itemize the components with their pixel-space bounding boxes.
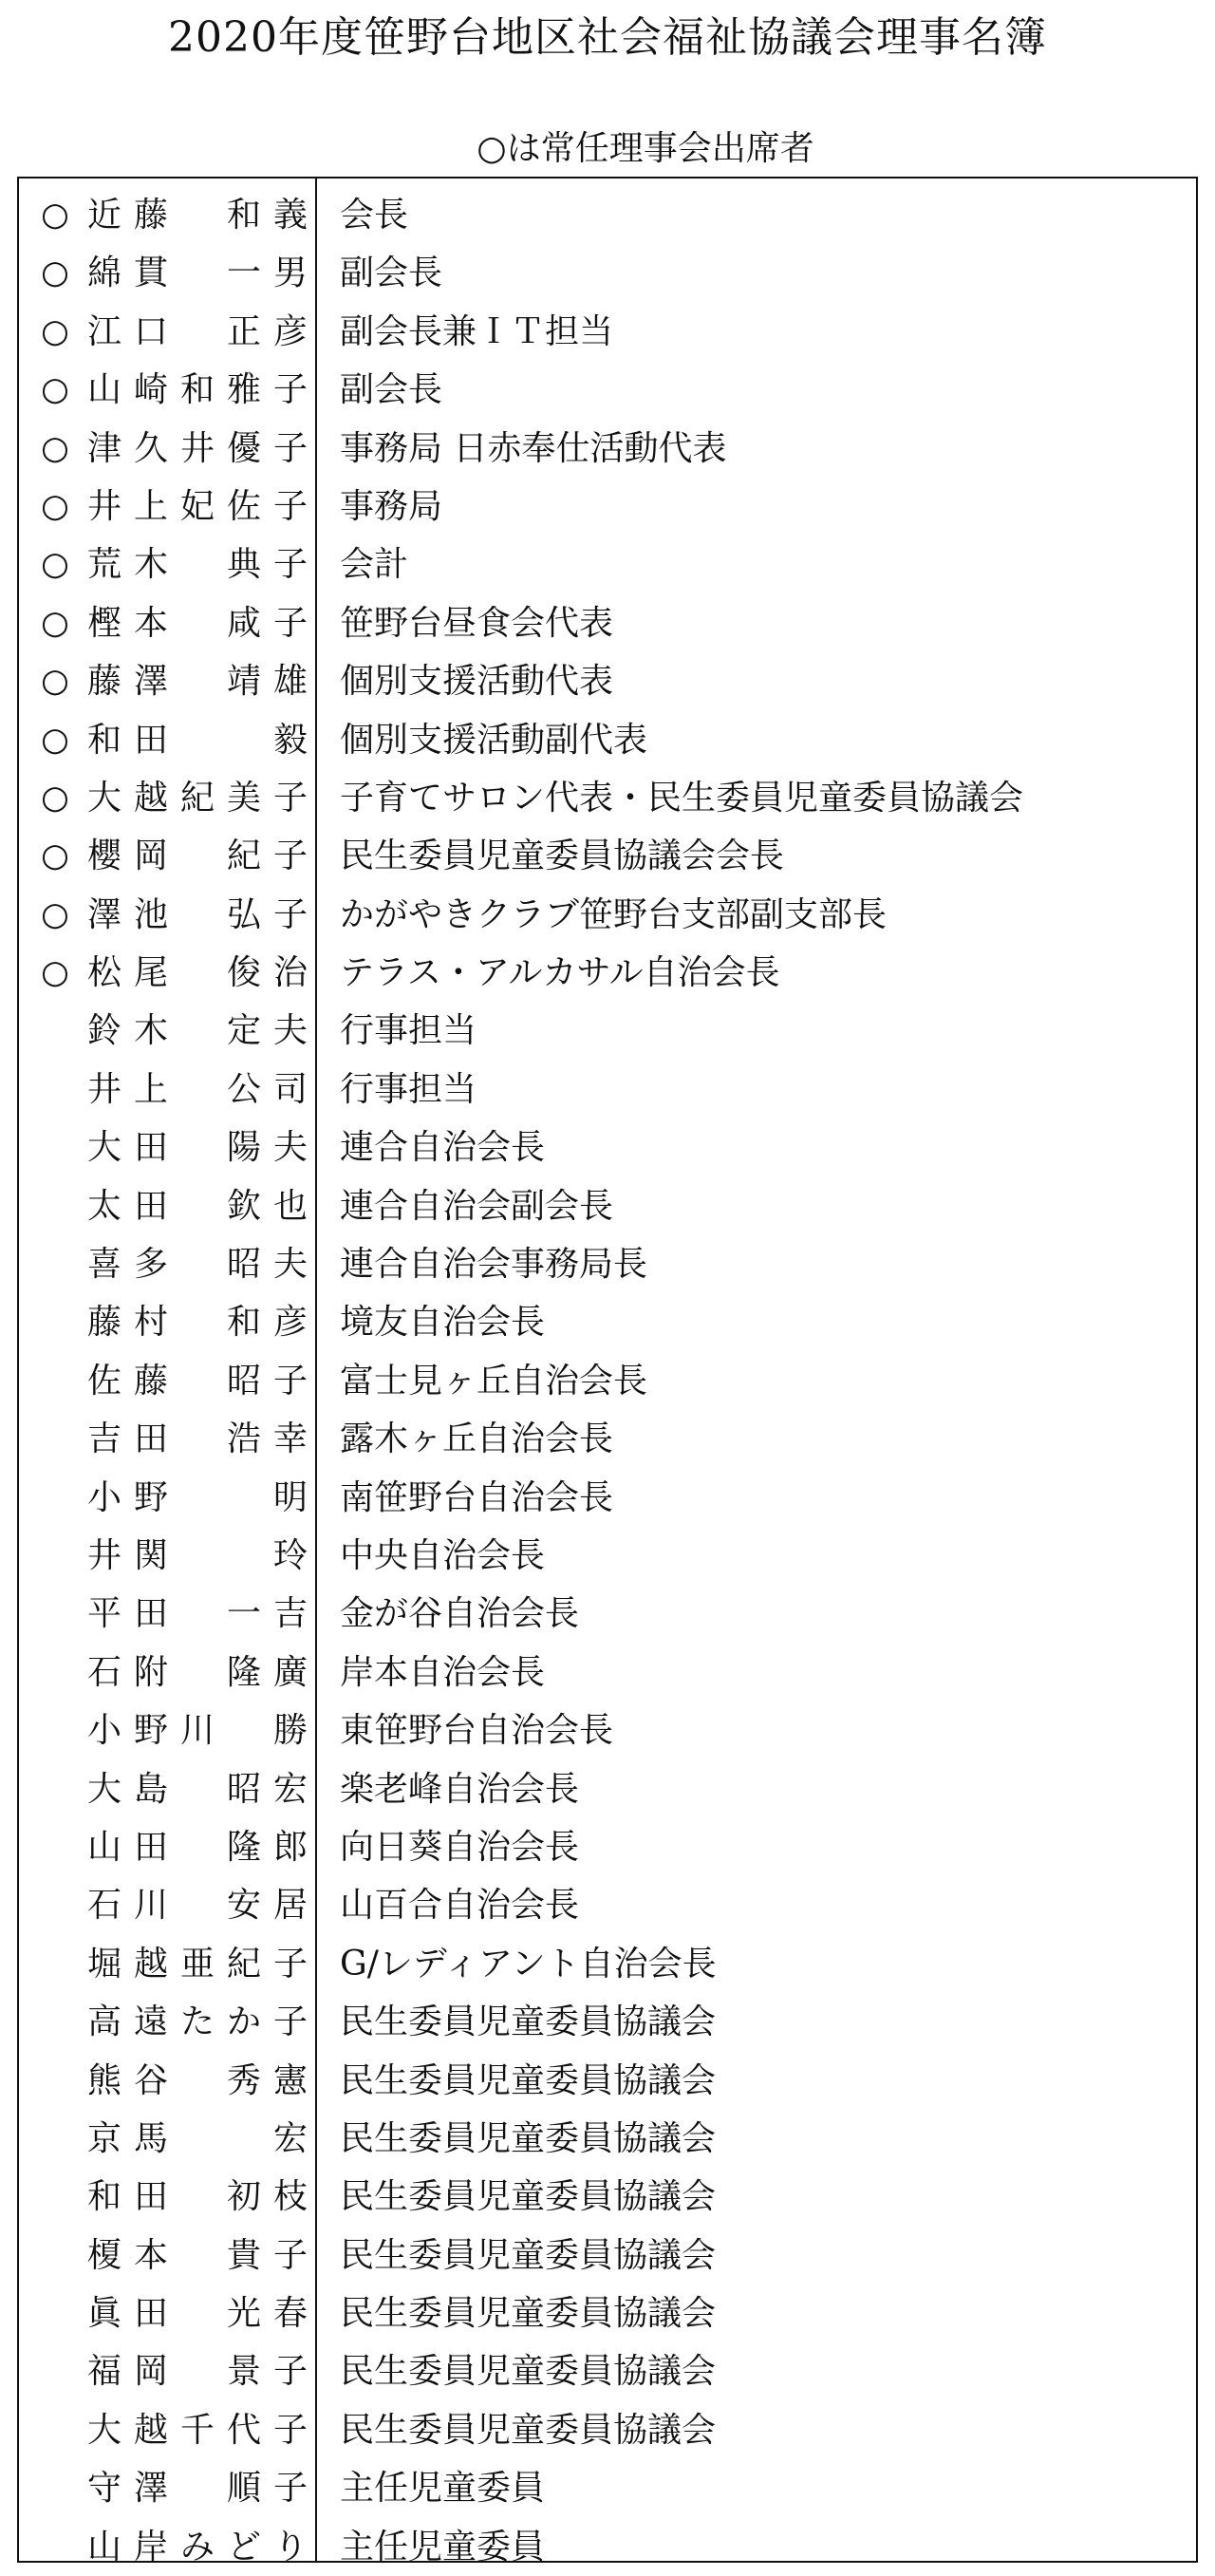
member-role: 行事担当 xyxy=(340,1011,477,1051)
member-name: 鈴木 定夫 xyxy=(87,1011,308,1051)
member-role: 東笹野台自治会長 xyxy=(340,1711,614,1751)
member-name: 平田 一吉 xyxy=(87,1594,308,1634)
member-role: かがやきクラブ笹野台支部副支部長 xyxy=(340,894,888,934)
table-row xyxy=(19,1585,1196,1643)
member-role: 境友自治会長 xyxy=(340,1303,546,1343)
member-name: 石附 隆廣 xyxy=(87,1652,308,1692)
table-row xyxy=(19,2401,1196,2459)
member-role: 岸本自治会長 xyxy=(340,1652,546,1692)
member-name: 熊谷 秀憲 xyxy=(87,2060,308,2100)
attendance-mark: ○ xyxy=(41,545,69,584)
attendance-mark: ○ xyxy=(41,311,69,350)
attendance-mark: ○ xyxy=(41,486,69,525)
member-role: 笹野台昼食会代表 xyxy=(340,603,614,643)
member-name: 喜多 昭夫 xyxy=(87,1245,308,1285)
member-role: 副会長 xyxy=(340,254,443,293)
member-name: 山岸みどり xyxy=(87,2527,308,2567)
table-row xyxy=(19,2168,1196,2226)
attendance-mark: ○ xyxy=(41,370,69,409)
table-row xyxy=(19,2052,1196,2110)
table-row xyxy=(19,2285,1196,2342)
table-row xyxy=(19,944,1196,1002)
legend-note: ○は常任理事会出席者 xyxy=(477,129,814,168)
member-role: 富士見ヶ丘自治会長 xyxy=(340,1361,648,1401)
member-table xyxy=(17,177,1198,2567)
member-role: 民生委員児童委員協議会 xyxy=(340,2352,717,2392)
table-row xyxy=(19,1469,1196,1527)
attendance-mark: ○ xyxy=(41,894,69,933)
member-role: 事務局 xyxy=(340,486,443,526)
table-row xyxy=(19,2518,1196,2576)
member-name: 石川 安居 xyxy=(87,1886,308,1926)
member-role: 個別支援活動副代表 xyxy=(340,720,648,760)
member-name: 江口 正彦 xyxy=(87,311,308,351)
member-role: 民生委員児童委員協議会 xyxy=(340,2003,717,2042)
member-name: 澤池 弘子 xyxy=(87,894,308,934)
member-name: 榎本 貴子 xyxy=(87,2235,308,2275)
member-name: 荒木 典子 xyxy=(87,545,308,585)
member-name: 大越千代子 xyxy=(87,2410,308,2450)
table-row xyxy=(19,536,1196,593)
member-name: 藤村 和彦 xyxy=(87,1303,308,1343)
table-row xyxy=(19,2459,1196,2517)
table-row xyxy=(19,361,1196,419)
member-role: 民生委員児童委員協議会 xyxy=(340,2410,717,2450)
table-row xyxy=(19,1527,1196,1585)
member-role: G/レディアント自治会長 xyxy=(340,1944,717,1984)
member-name: 大島 昭宏 xyxy=(87,1769,308,1809)
member-role: 民生委員児童委員協議会 xyxy=(340,2118,717,2158)
member-role: 連合自治会副会長 xyxy=(340,1186,614,1226)
member-role: 中央自治会長 xyxy=(340,1535,546,1575)
table-row xyxy=(19,1993,1196,2051)
table-row xyxy=(19,1235,1196,1293)
table-row xyxy=(19,827,1196,885)
table-row xyxy=(19,1119,1196,1176)
member-name: 櫻岡 紀子 xyxy=(87,837,308,876)
member-role: 会長 xyxy=(340,196,409,235)
member-name: 小野川 勝 xyxy=(87,1711,308,1751)
table-row xyxy=(19,1760,1196,1818)
table-row xyxy=(19,594,1196,652)
table-row xyxy=(19,1644,1196,1702)
member-role: 露木ヶ丘自治会長 xyxy=(340,1420,614,1459)
member-rows xyxy=(19,186,1196,2576)
member-name: 福岡 景子 xyxy=(87,2352,308,2392)
attendance-mark: ○ xyxy=(41,662,69,701)
table-row xyxy=(19,711,1196,769)
member-name: 眞田 光春 xyxy=(87,2294,308,2334)
member-role: 金が谷自治会長 xyxy=(340,1594,580,1634)
member-name: 大田 陽夫 xyxy=(87,1128,308,1168)
attendance-mark: ○ xyxy=(41,953,69,992)
attendance-mark: ○ xyxy=(41,603,69,642)
member-role: 会計 xyxy=(340,545,409,585)
member-role: 主任児童委員 xyxy=(340,2527,546,2567)
member-role: テラス・アルカサル自治会長 xyxy=(340,953,780,993)
table-row xyxy=(19,478,1196,536)
table-row xyxy=(19,1177,1196,1235)
member-name: 太田 欽也 xyxy=(87,1186,308,1226)
table-row xyxy=(19,420,1196,478)
member-role: 山百合自治会長 xyxy=(340,1886,580,1926)
member-role: 事務局 日赤奉仕活動代表 xyxy=(340,428,727,468)
member-name: 小野 明 xyxy=(87,1477,308,1517)
member-role: 行事担当 xyxy=(340,1069,477,1109)
table-row xyxy=(19,1061,1196,1119)
member-role: 民生委員児童委員協議会 xyxy=(340,2177,717,2217)
table-row xyxy=(19,2342,1196,2400)
table-row xyxy=(19,886,1196,944)
member-name: 京馬 宏 xyxy=(87,2118,308,2158)
member-name: 高遠たか子 xyxy=(87,2003,308,2042)
member-name: 津久井優子 xyxy=(87,428,308,468)
table-row xyxy=(19,303,1196,361)
member-name: 近藤 和義 xyxy=(87,196,308,235)
member-name: 井上 公司 xyxy=(87,1069,308,1109)
member-role: 民生委員児童委員協議会 xyxy=(340,2235,717,2275)
attendance-mark: ○ xyxy=(41,196,69,234)
member-role: 楽老峰自治会長 xyxy=(340,1769,580,1809)
attendance-mark: ○ xyxy=(41,778,69,817)
member-role: 個別支援活動代表 xyxy=(340,662,614,702)
member-role: 連合自治会事務局長 xyxy=(340,1245,648,1285)
table-row xyxy=(19,1410,1196,1468)
member-name: 藤澤 靖雄 xyxy=(87,662,308,702)
member-role: 主任児童委員 xyxy=(340,2469,546,2509)
member-name: 綿貫 一男 xyxy=(87,254,308,293)
member-name: 和田 毅 xyxy=(87,720,308,760)
table-row xyxy=(19,1002,1196,1060)
member-name: 樫本 咸子 xyxy=(87,603,308,643)
member-name: 佐藤 昭子 xyxy=(87,1361,308,1401)
member-name: 松尾 俊治 xyxy=(87,953,308,993)
table-row xyxy=(19,652,1196,710)
attendance-mark: ○ xyxy=(41,428,69,467)
page-title: 2020年度笹野台地区社会福祉協議会理事名簿 xyxy=(168,13,1047,62)
member-name: 井関 玲 xyxy=(87,1535,308,1575)
table-row xyxy=(19,1818,1196,1876)
attendance-mark: ○ xyxy=(41,720,69,759)
table-row xyxy=(19,1935,1196,1993)
member-role: 副会長兼ＩＴ担当 xyxy=(340,311,614,351)
member-role: 民生委員児童委員協議会 xyxy=(340,2060,717,2100)
member-role: 子育てサロン代表・民生委員児童委員協議会 xyxy=(340,778,1024,818)
attendance-mark: ○ xyxy=(41,837,69,875)
table-row xyxy=(19,1293,1196,1351)
member-name: 守澤 順子 xyxy=(87,2469,308,2509)
table-row xyxy=(19,2227,1196,2285)
table-row xyxy=(19,1352,1196,1410)
member-role: 南笹野台自治会長 xyxy=(340,1477,614,1517)
table-row xyxy=(19,2110,1196,2168)
member-name: 井上妃佐子 xyxy=(87,486,308,526)
member-role: 向日葵自治会長 xyxy=(340,1827,580,1867)
member-role: 副会長 xyxy=(340,370,443,410)
member-role: 民生委員児童委員協議会会長 xyxy=(340,837,785,876)
table-row xyxy=(19,1876,1196,1934)
table-row xyxy=(19,1702,1196,1759)
table-row xyxy=(19,244,1196,302)
member-role: 連合自治会長 xyxy=(340,1128,546,1168)
member-name: 大越紀美子 xyxy=(87,778,308,818)
member-name: 山田 隆郎 xyxy=(87,1827,308,1867)
table-row xyxy=(19,186,1196,244)
member-name: 吉田 浩幸 xyxy=(87,1420,308,1459)
member-name: 堀越亜紀子 xyxy=(87,1944,308,1984)
member-name: 和田 初枝 xyxy=(87,2177,308,2217)
member-role: 民生委員児童委員協議会 xyxy=(340,2294,717,2334)
member-name: 山崎和雅子 xyxy=(87,370,308,410)
table-row xyxy=(19,769,1196,827)
attendance-mark: ○ xyxy=(41,254,69,292)
